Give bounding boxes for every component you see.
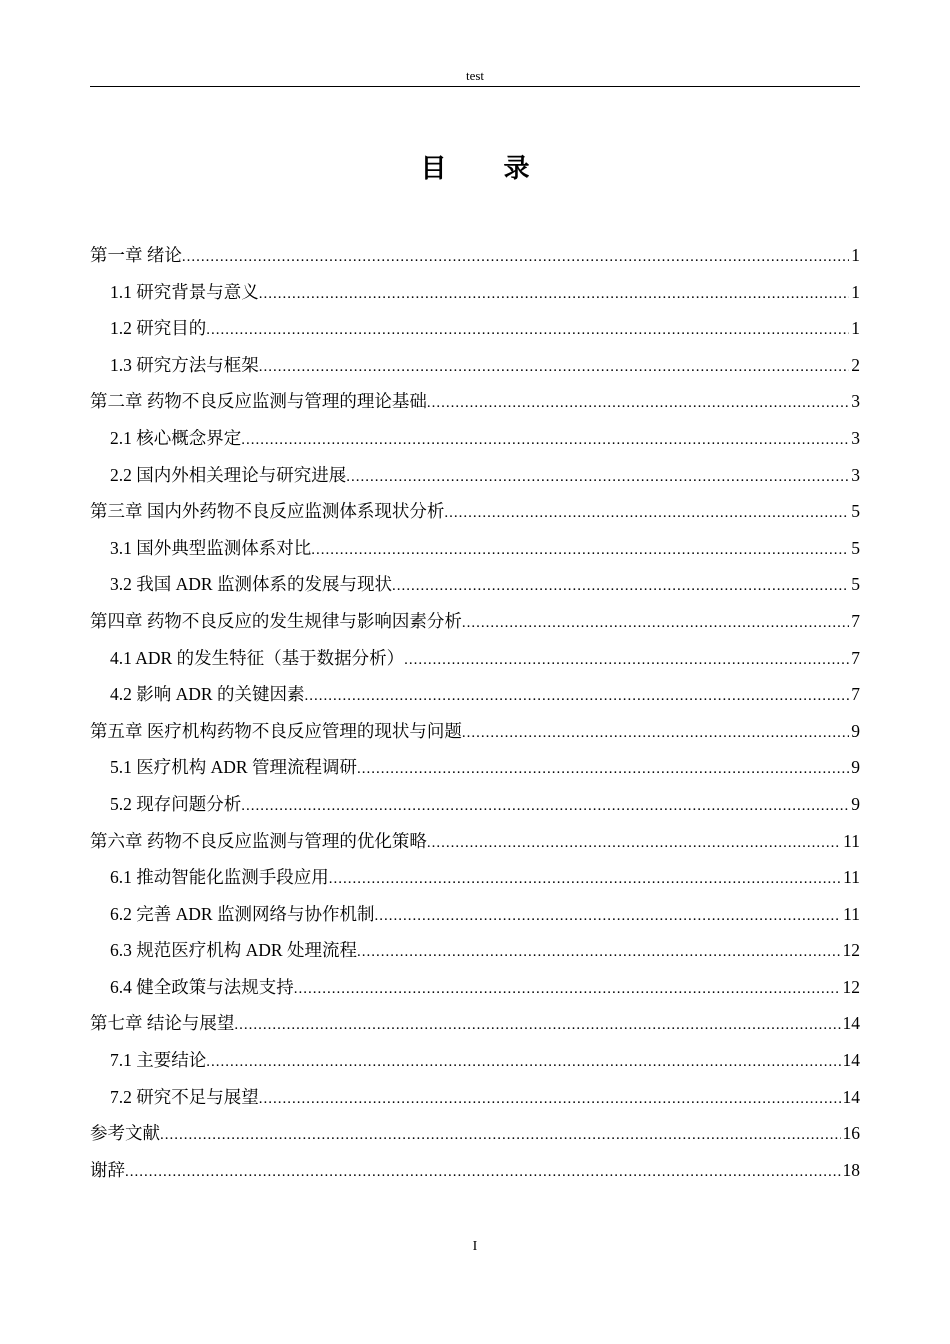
toc-entry-page: 14 xyxy=(842,1086,860,1107)
toc-dot-leader xyxy=(259,349,850,386)
toc-dot-leader xyxy=(462,605,849,642)
toc-dot-leader xyxy=(444,495,849,532)
toc-section-entry[interactable] xyxy=(90,457,860,494)
toc-entry-label: 第一章 绪论 xyxy=(90,245,182,265)
toc-entry-label: 第五章 医疗机构药物不良反应管理的现状与问题 xyxy=(90,720,462,741)
toc-entry-label: 3.2 我国 ADR 监测体系的发展与现状 xyxy=(110,574,392,595)
toc-dot-leader xyxy=(125,1154,841,1191)
toc-entry-page: 11 xyxy=(843,867,860,888)
toc-dot-leader xyxy=(234,1007,840,1044)
toc-section-entry[interactable] xyxy=(90,274,860,311)
toc-entry-page: 11 xyxy=(843,830,860,851)
toc-entry-label: 4.2 影响 ADR 的关键因素 xyxy=(110,684,305,705)
toc-section-entry[interactable] xyxy=(90,969,860,1006)
toc-entry-label: 7.2 研究不足与展望 xyxy=(110,1086,259,1107)
toc-entry-page: 9 xyxy=(851,720,860,741)
toc-section-entry[interactable] xyxy=(90,1042,860,1079)
toc-entry-page: 18 xyxy=(842,1159,860,1180)
toc-entry-page: 14 xyxy=(842,1050,860,1071)
toc-chapter-entry[interactable] xyxy=(90,603,860,640)
toc-section-entry[interactable] xyxy=(90,859,860,896)
toc-entry-label: 2.1 核心概念界定 xyxy=(110,427,242,448)
page-number: I xyxy=(472,1239,478,1254)
toc-dot-leader xyxy=(329,861,841,898)
toc-dot-leader xyxy=(427,825,841,862)
toc-entry-label: 1.1 研究背景与意义 xyxy=(110,281,259,302)
toc-title: 目 录 xyxy=(420,154,554,184)
toc-entry-label: 3.1 国外典型监测体系对比 xyxy=(110,537,312,558)
toc-entry-page: 2 xyxy=(851,354,860,375)
toc-dot-leader xyxy=(160,1117,841,1154)
toc-chapter-entry[interactable] xyxy=(90,1005,860,1042)
toc-dot-leader xyxy=(357,934,841,971)
toc-entry-page: 5 xyxy=(851,574,860,595)
toc-chapter-entry[interactable] xyxy=(90,823,860,860)
toc-entry-page: 9 xyxy=(851,757,860,778)
toc-entry-label: 6.1 推动智能化监测手段应用 xyxy=(110,867,329,888)
toc-entry-label: 7.1 主要结论 xyxy=(110,1050,207,1071)
toc-chapter-entry[interactable] xyxy=(90,383,860,420)
toc-section-entry[interactable] xyxy=(90,310,860,347)
toc-entry-label: 4.1 ADR 的发生特征（基于数据分析） xyxy=(110,647,405,668)
toc-entry-label: 2.2 国内外相关理论与研究进展 xyxy=(110,464,347,485)
toc-entry-label: 6.3 规范医疗机构 ADR 处理流程 xyxy=(110,940,357,961)
toc-dot-leader xyxy=(206,312,849,349)
toc-chapter-entry[interactable] xyxy=(90,1115,860,1152)
toc-entry-page: 3 xyxy=(851,427,860,448)
toc-entry-label: 1.3 研究方法与框架 xyxy=(110,354,259,375)
toc-entry-page: 1 xyxy=(851,281,860,302)
toc-dot-leader xyxy=(346,459,849,496)
toc-entry-page: 12 xyxy=(842,940,860,961)
toc-entry-label: 第三章 国内外药物不良反应监测体系现状分析 xyxy=(90,501,445,522)
toc-dot-leader xyxy=(311,532,849,569)
toc-section-entry[interactable] xyxy=(90,749,860,786)
toc-section-entry[interactable] xyxy=(90,640,860,677)
toc-dot-leader xyxy=(427,385,849,422)
toc-dot-leader xyxy=(259,1081,841,1118)
toc-section-entry[interactable] xyxy=(90,896,860,933)
header-divider xyxy=(90,86,860,87)
toc-entry-page: 7 xyxy=(851,647,860,668)
toc-entry-label: 参考文献 xyxy=(90,1123,160,1144)
toc-entry-page: 3 xyxy=(851,464,860,485)
toc-entry-page: 14 xyxy=(842,1013,860,1034)
toc-entry-page: 1 xyxy=(851,245,860,265)
toc-dot-leader xyxy=(259,276,850,313)
toc-chapter-entry[interactable] xyxy=(90,237,860,274)
toc-section-entry[interactable] xyxy=(90,932,860,969)
toc-dot-leader xyxy=(294,971,841,1008)
toc-chapter-entry[interactable] xyxy=(90,493,860,530)
toc-section-entry[interactable] xyxy=(90,786,860,823)
toc-entry-page: 9 xyxy=(851,793,860,814)
toc-section-entry[interactable] xyxy=(90,566,860,603)
toc-dot-leader xyxy=(206,1044,840,1081)
toc-dot-leader xyxy=(182,239,849,276)
toc-entry-label: 谢辞 xyxy=(90,1159,125,1180)
toc-dot-leader xyxy=(357,751,849,788)
toc-entry-label: 6.2 完善 ADR 监测网络与协作机制 xyxy=(110,903,375,924)
running-header: test xyxy=(465,68,485,83)
toc-dot-leader xyxy=(462,715,849,752)
toc-entry-page: 16 xyxy=(842,1123,860,1144)
toc-entry-page: 1 xyxy=(851,318,860,339)
toc-entry-label: 1.2 研究目的 xyxy=(110,318,207,339)
toc-section-entry[interactable] xyxy=(90,420,860,457)
toc-entry-page: 7 xyxy=(851,610,860,631)
toc-chapter-entry[interactable] xyxy=(90,713,860,750)
toc-entry-page: 11 xyxy=(843,903,860,924)
toc-entry-label: 6.4 健全政策与法规支持 xyxy=(110,976,294,997)
toc-entry-page: 3 xyxy=(851,391,860,412)
toc-section-entry[interactable] xyxy=(90,530,860,567)
toc-section-entry[interactable] xyxy=(90,676,860,713)
toc-section-entry[interactable] xyxy=(90,347,860,384)
toc-entry-page: 12 xyxy=(842,976,860,997)
toc-entry-label: 5.2 现存问题分析 xyxy=(110,793,242,814)
toc-entry-label: 第六章 药物不良反应监测与管理的优化策略 xyxy=(90,830,427,851)
toc-dot-leader xyxy=(404,642,849,679)
toc-entry-page: 5 xyxy=(851,537,860,558)
toc-dot-leader xyxy=(304,678,849,715)
table-of-contents xyxy=(90,237,860,1188)
toc-entry-label: 5.1 医疗机构 ADR 管理流程调研 xyxy=(110,757,357,778)
toc-entry-page: 7 xyxy=(851,684,860,705)
toc-dot-leader xyxy=(374,898,841,935)
toc-dot-leader xyxy=(241,788,849,825)
toc-dot-leader xyxy=(392,568,849,605)
toc-section-entry[interactable] xyxy=(90,1079,860,1116)
toc-entry-label: 第二章 药物不良反应监测与管理的理论基础 xyxy=(90,391,427,412)
toc-entry-label: 第七章 结论与展望 xyxy=(90,1013,235,1034)
toc-dot-leader xyxy=(241,422,849,459)
toc-chapter-entry[interactable] xyxy=(90,1152,860,1189)
toc-entry-label: 第四章 药物不良反应的发生规律与影响因素分析 xyxy=(90,610,462,631)
toc-entry-page: 5 xyxy=(851,501,860,522)
